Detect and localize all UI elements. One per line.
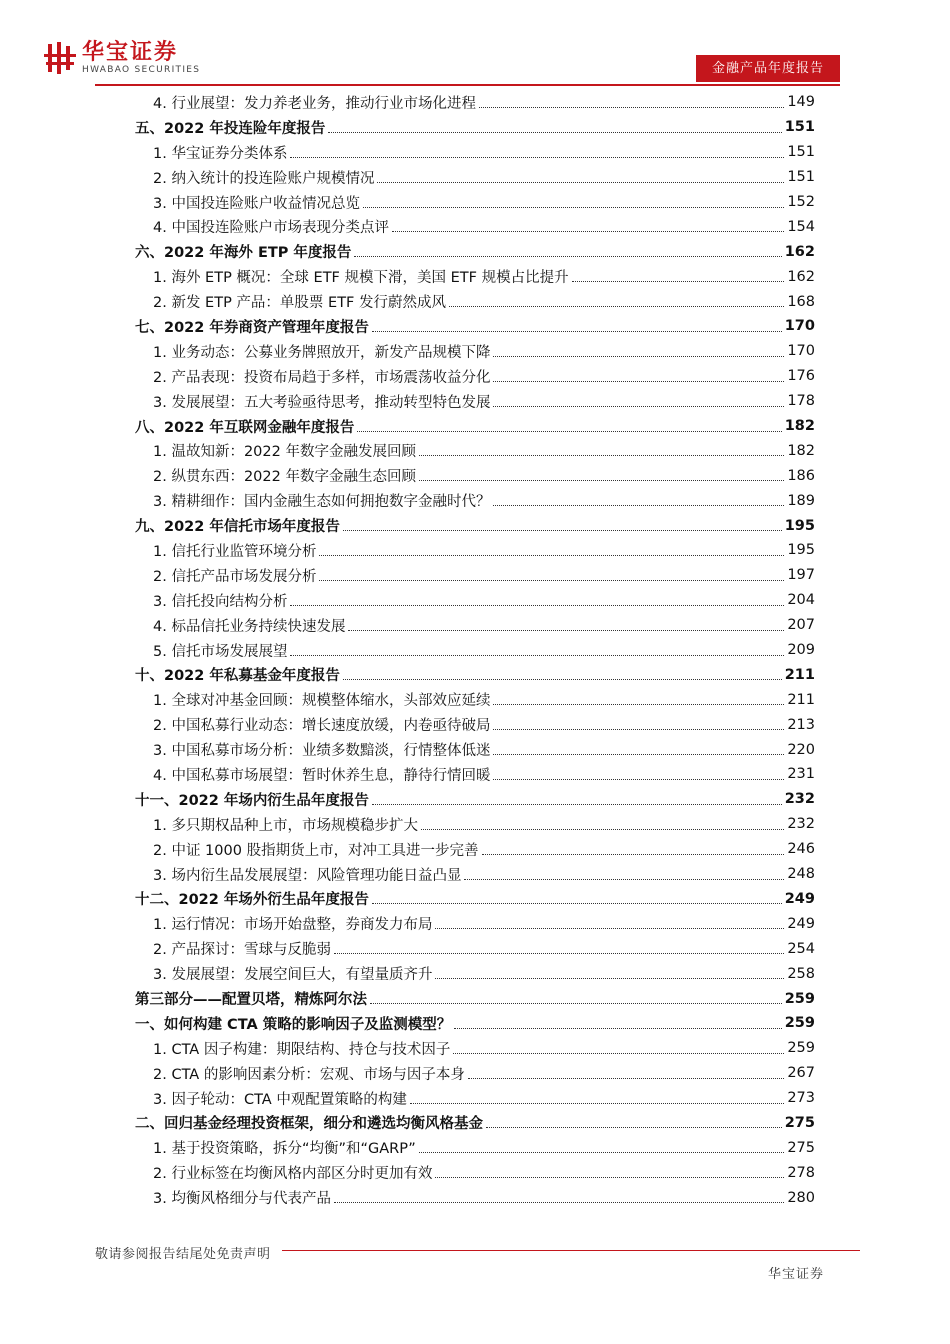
- toc-subsection-entry[interactable]: [135, 638, 815, 663]
- toc-entry-title: 2. CTA 的影响因素分析：宏观、市场与因子本身: [153, 1066, 465, 1083]
- toc-page-number: 195: [787, 542, 815, 559]
- toc-section-entry[interactable]: [135, 115, 815, 140]
- toc-page-number: 182: [784, 418, 815, 435]
- toc-entry-title: 二、回归基金经理投资框架，细分和遴选均衡风格基金: [135, 1116, 483, 1133]
- toc-entry-title: 九、2022 年信托市场年度报告: [135, 519, 340, 536]
- toc-page-number: 278: [787, 1164, 815, 1181]
- toc-page-number: 152: [787, 194, 815, 210]
- toc-page-number: 231: [787, 766, 815, 783]
- toc-dot-leader: [419, 1138, 785, 1153]
- toc-dot-leader: [348, 616, 784, 631]
- toc-entry-title: 2. 中证 1000 股指期货上市，对冲工具进一步完善: [153, 842, 479, 859]
- toc-dot-leader: [435, 1163, 784, 1178]
- toc-entry-title: 五、2022 年投连险年度报告: [135, 120, 326, 137]
- toc-entry-title: 八、2022 年互联网金融年度报告: [135, 419, 355, 436]
- toc-entry-title: 5. 信托市场发展展望: [153, 643, 288, 660]
- toc-page-number: 249: [787, 915, 815, 932]
- toc-entry-title: 1. 运行情况：市场开始盘整，券商发力布局: [153, 917, 433, 934]
- toc-page-number: 170: [784, 318, 815, 335]
- toc-page-number: 151: [784, 119, 815, 136]
- toc-dot-leader: [290, 641, 784, 656]
- toc-entry-title: 3. 发展展望：五大考验亟待思考，推动转型特色发展: [153, 394, 491, 411]
- company-logo: [42, 40, 200, 76]
- toc-entry-title: 十、2022 年私募基金年度报告: [135, 668, 340, 685]
- toc-dot-leader: [392, 217, 784, 232]
- toc-subsection-entry[interactable]: [135, 862, 815, 887]
- toc-dot-leader: [493, 765, 784, 780]
- toc-page-number: 232: [787, 816, 815, 833]
- toc-dot-leader: [410, 1089, 784, 1104]
- toc-page-number: 176: [787, 368, 815, 385]
- toc-subsection-entry[interactable]: [135, 911, 815, 936]
- toc-subsection-entry[interactable]: [135, 389, 815, 414]
- logo-english-name: HWABAO SECURITIES: [82, 64, 201, 75]
- toc-subsection-entry[interactable]: [135, 762, 815, 787]
- toc-dot-leader: [493, 491, 784, 506]
- toc-subsection-entry[interactable]: [135, 812, 815, 837]
- toc-section-entry[interactable]: [135, 887, 815, 912]
- toc-dot-leader: [493, 740, 784, 755]
- toc-entry-title: 4. 中国私募市场展望：暂时休养生息，静待行情回暖: [153, 767, 491, 784]
- toc-subsection-entry[interactable]: [135, 712, 815, 737]
- toc-dot-leader: [486, 1113, 782, 1128]
- toc-dot-leader: [464, 865, 784, 880]
- toc-page-number: 259: [784, 1015, 815, 1032]
- toc-section-entry[interactable]: [135, 986, 815, 1011]
- toc-dot-leader: [493, 715, 784, 730]
- toc-section-entry[interactable]: [135, 239, 815, 264]
- toc-dot-leader: [482, 840, 785, 855]
- toc-page-number: 259: [784, 990, 815, 1007]
- toc-page-number: 211: [784, 666, 815, 683]
- toc-page-number: 154: [787, 218, 815, 235]
- toc-entry-title: 一、如何构建 CTA 策略的影响因子及监测模型？: [135, 1016, 452, 1033]
- toc-subsection-entry[interactable]: [135, 1185, 815, 1210]
- toc-subsection-entry[interactable]: [135, 588, 815, 613]
- toc-dot-leader: [343, 665, 782, 680]
- toc-entry-title: 1. 温故知新：2022 年数字金融发展回顾: [153, 444, 416, 461]
- toc-page-number: 249: [784, 890, 815, 907]
- toc-entry-title: 3. 中国私募市场分析：业绩多数黯淡，行情整体低迷: [153, 743, 491, 760]
- toc-section-entry[interactable]: [135, 314, 815, 339]
- footer-company: 华宝证券: [768, 1267, 825, 1282]
- toc-subsection-entry[interactable]: [135, 463, 815, 488]
- toc-page-number: 189: [787, 492, 815, 509]
- toc-section-entry[interactable]: [135, 662, 815, 687]
- toc-dot-leader: [435, 964, 784, 979]
- toc-entry-title: 3. 因子轮动：CTA 中观配置策略的构建: [153, 1091, 407, 1108]
- toc-section-entry[interactable]: [135, 1011, 815, 1036]
- toc-section-entry[interactable]: [135, 1111, 815, 1136]
- toc-page-number: 211: [787, 691, 815, 708]
- toc-entry-title: 1. 海外 ETP 概况：全球 ETF 规模下滑，美国 ETF 规模占比提升: [153, 270, 569, 287]
- toc-subsection-entry[interactable]: [135, 687, 815, 712]
- toc-entry-title: 2. 中国私募行业动态：增长速度放缓，内卷亟待破局: [153, 718, 491, 735]
- toc-entry-title: 1. 华宝证券分类体系: [153, 145, 288, 162]
- toc-section-entry[interactable]: [135, 414, 815, 439]
- toc-entry-title: 4. 行业展望：发力养老业务，推动行业市场化进程: [153, 95, 476, 112]
- toc-page-number: 213: [787, 716, 815, 733]
- toc-subsection-entry[interactable]: [135, 837, 815, 862]
- toc-page-number: 258: [787, 965, 815, 982]
- toc-entry-title: 2. 纵贯东西：2022 年数字金融生态回顾: [153, 469, 416, 486]
- toc-section-entry[interactable]: [135, 513, 815, 538]
- toc-subsection-entry[interactable]: [135, 289, 815, 314]
- toc-subsection-entry[interactable]: [135, 339, 815, 364]
- toc-subsection-entry[interactable]: [135, 961, 815, 986]
- toc-page-number: 149: [787, 94, 815, 111]
- toc-entry-title: 3. 信托投向结构分析: [153, 593, 288, 610]
- toc-dot-leader: [372, 790, 782, 805]
- toc-page-number: 248: [787, 866, 815, 883]
- toc-page-number: 151: [787, 169, 815, 186]
- toc-page-number: 246: [787, 841, 815, 858]
- toc-entry-title: 七、2022 年券商资产管理年度报告: [135, 319, 369, 336]
- toc-subsection-entry[interactable]: [135, 936, 815, 961]
- toc-page-number: 273: [787, 1090, 815, 1107]
- toc-subsection-entry[interactable]: [135, 165, 815, 190]
- logo-mark-icon: [42, 40, 78, 76]
- toc-entry-title: 1. 多只期权品种上市，市场规模稳步扩大: [153, 817, 418, 834]
- toc-page-number: 267: [787, 1065, 815, 1082]
- toc-entry-title: 第三部分——配置贝塔，精炼阿尔法: [135, 992, 367, 1008]
- toc-subsection-entry[interactable]: [135, 1036, 815, 1061]
- toc-dot-leader: [377, 168, 784, 183]
- toc-entry-title: 2. 产品探讨：雪球与反脆弱: [153, 942, 331, 959]
- toc-entry-title: 2. 纳入统计的投连险账户规模情况: [153, 170, 375, 187]
- toc-dot-leader: [493, 690, 784, 705]
- toc-subsection-entry[interactable]: [135, 140, 815, 165]
- toc-subsection-entry[interactable]: [135, 190, 815, 215]
- toc-dot-leader: [419, 441, 784, 456]
- toc-entry-title: 1. 全球对冲基金回顾：规模整体缩水，头部效应延续: [153, 693, 491, 710]
- toc-subsection-entry[interactable]: [135, 364, 815, 389]
- toc-page-number: 197: [787, 567, 815, 584]
- toc-dot-leader: [435, 914, 784, 929]
- toc-page-number: 168: [787, 293, 815, 310]
- toc-entry-title: 3. 均衡风格细分与代表产品: [153, 1191, 331, 1208]
- toc-entry-title: 十一、2022 年场内衍生品年度报告: [135, 792, 369, 809]
- toc-dot-leader: [479, 93, 784, 108]
- toc-entry-title: 4. 标品信托业务持续快速发展: [153, 618, 346, 635]
- toc-entry-title: 3. 场内衍生品发展展望：风险管理功能日益凸显: [153, 867, 462, 884]
- toc-subsection-entry[interactable]: [135, 1061, 815, 1086]
- header-divider: [95, 84, 840, 86]
- toc-entry-title: 1. CTA 因子构建：期限结构、持仓与技术因子: [153, 1041, 451, 1058]
- toc-entry-title: 1. 基于投资策略，拆分“均衡”和“GARP”: [153, 1141, 416, 1158]
- toc-dot-leader: [449, 292, 784, 307]
- toc-entry-title: 2. 新发 ETP 产品：单股票 ETF 发行蔚然成风: [153, 295, 447, 312]
- toc-entry-title: 1. 业务动态：公募业务牌照放开，新发产品规模下降: [153, 344, 491, 361]
- toc-dot-leader: [357, 417, 781, 432]
- toc-dot-leader: [372, 889, 782, 904]
- toc-dot-leader: [493, 367, 784, 382]
- report-type-tag: 金融产品年度报告: [696, 55, 840, 82]
- toc-subsection-entry[interactable]: [135, 90, 815, 115]
- toc-page-number: 170: [787, 343, 815, 360]
- toc-subsection-entry[interactable]: [135, 563, 815, 588]
- toc-entry-title: 2. 信托产品市场发展分析: [153, 568, 317, 585]
- footer-divider: [282, 1250, 860, 1251]
- toc-dot-leader: [354, 242, 781, 257]
- toc-page-number: 275: [787, 1139, 815, 1156]
- toc-dot-leader: [334, 1188, 784, 1203]
- toc-subsection-entry[interactable]: [135, 438, 815, 463]
- toc-entry-title: 1. 信托行业监管环境分析: [153, 543, 317, 560]
- toc-dot-leader: [572, 267, 785, 282]
- toc-dot-leader: [419, 466, 784, 481]
- toc-dot-leader: [334, 939, 784, 954]
- toc-entry-title: 2. 行业标签在均衡风格内部区分时更加有效: [153, 1166, 433, 1183]
- toc-dot-leader: [493, 342, 784, 357]
- toc-dot-leader: [453, 1039, 784, 1054]
- toc-subsection-entry[interactable]: [135, 1135, 815, 1160]
- toc-dot-leader: [290, 143, 784, 158]
- toc-page-number: 207: [787, 617, 815, 634]
- toc-entry-title: 3. 中国投连险账户收益情况总览: [153, 195, 360, 212]
- toc-dot-leader: [454, 1014, 781, 1029]
- toc-dot-leader: [290, 591, 784, 606]
- toc-section-entry[interactable]: [135, 787, 815, 812]
- toc-page-number: 178: [787, 393, 815, 410]
- toc-page-number: 204: [787, 592, 815, 609]
- toc-dot-leader: [319, 566, 784, 581]
- footer-disclaimer: 敬请参阅报告结尾处免责声明: [95, 1247, 271, 1262]
- toc-subsection-entry[interactable]: [135, 737, 815, 762]
- toc-page-number: 151: [787, 144, 815, 161]
- toc-page-number: 275: [784, 1114, 815, 1131]
- toc-dot-leader: [319, 541, 784, 556]
- toc-dot-leader: [493, 392, 784, 407]
- toc-page-number: 280: [787, 1189, 815, 1206]
- toc-entry-title: 3. 发展展望：发展空间巨大，有望量质齐升: [153, 967, 433, 984]
- toc-subsection-entry[interactable]: [135, 214, 815, 239]
- toc-dot-leader: [421, 815, 784, 830]
- toc-page-number: 182: [787, 442, 815, 459]
- toc-dot-leader: [468, 1064, 784, 1079]
- table-of-contents: [135, 90, 815, 1210]
- logo-chinese-name: 华宝证券: [82, 39, 179, 65]
- toc-page-number: 195: [784, 517, 815, 534]
- toc-page-number: 254: [787, 940, 815, 957]
- toc-subsection-entry[interactable]: [135, 613, 815, 638]
- toc-entry-title: 2. 产品表现：投资布局趋于多样，市场震荡收益分化: [153, 369, 491, 386]
- toc-entry-title: 4. 中国投连险账户市场表现分类点评: [153, 220, 389, 237]
- toc-dot-leader: [343, 516, 782, 531]
- toc-subsection-entry[interactable]: [135, 1086, 815, 1111]
- toc-dot-leader: [363, 193, 784, 208]
- toc-page-number: 232: [784, 791, 815, 808]
- toc-page-number: 259: [787, 1040, 815, 1057]
- toc-page-number: 162: [787, 268, 815, 285]
- toc-dot-leader: [372, 317, 782, 332]
- toc-subsection-entry[interactable]: [135, 488, 815, 513]
- toc-subsection-entry[interactable]: [135, 1160, 815, 1185]
- toc-subsection-entry[interactable]: [135, 264, 815, 289]
- page-header: [0, 0, 950, 90]
- toc-page-number: 162: [784, 243, 815, 260]
- toc-entry-title: 十二、2022 年场外衍生品年度报告: [135, 892, 369, 909]
- toc-page-number: 209: [787, 642, 815, 659]
- toc-page-number: 220: [787, 741, 815, 758]
- toc-page-number: 186: [787, 467, 815, 484]
- toc-dot-leader: [370, 989, 782, 1004]
- toc-subsection-entry[interactable]: [135, 538, 815, 563]
- toc-entry-title: 六、2022 年海外 ETP 年度报告: [135, 245, 352, 262]
- toc-entry-title: 3. 精耕细作：国内金融生态如何拥抱数字金融时代？: [153, 494, 491, 511]
- toc-dot-leader: [328, 118, 781, 133]
